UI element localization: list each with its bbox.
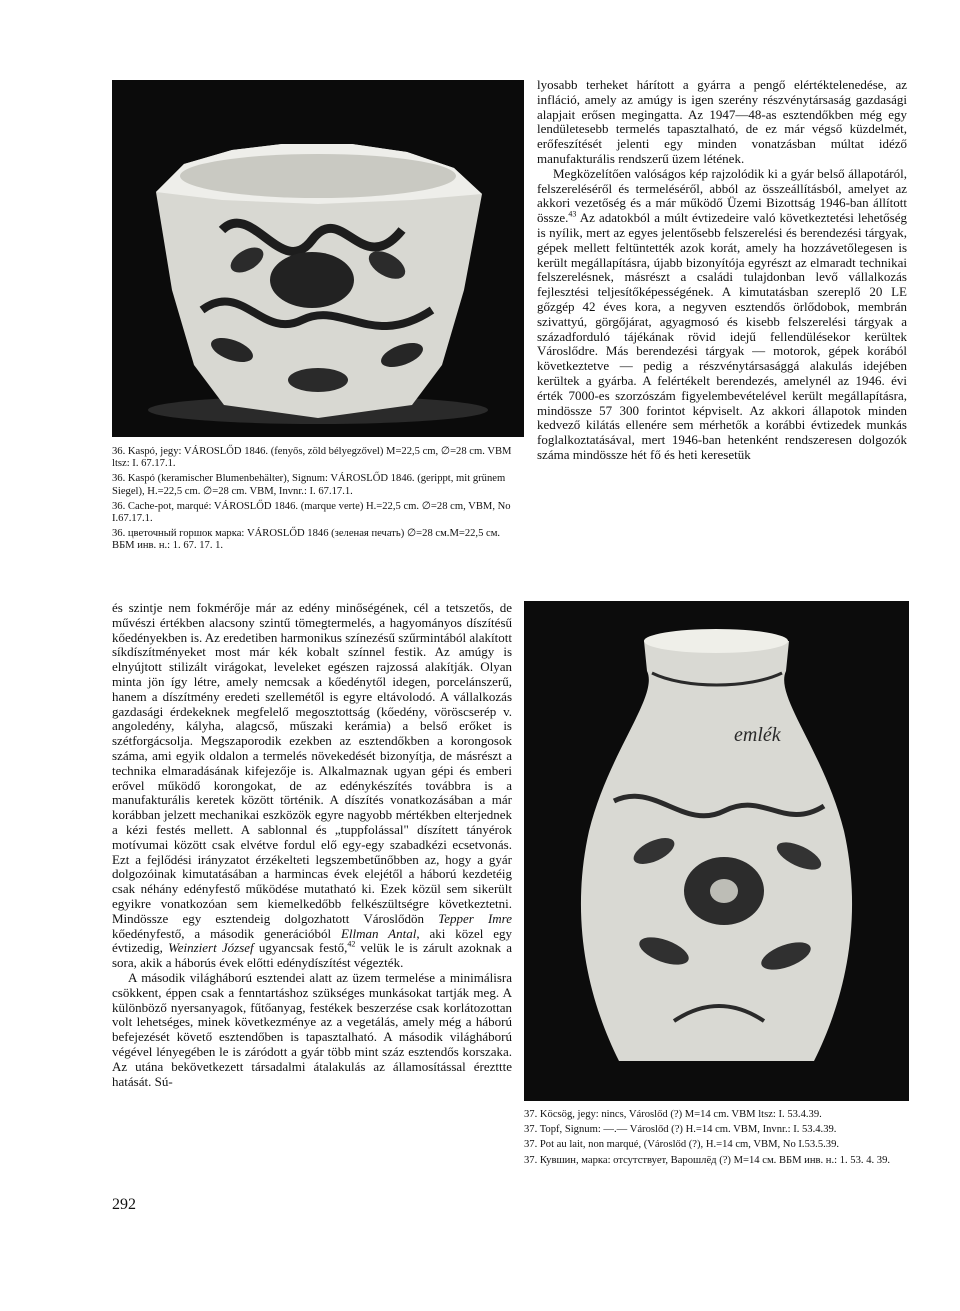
name-ellman-antal: Ellman Antal [340, 925, 417, 941]
footnote-ref-43: 43 [568, 209, 577, 219]
left-text-1: kőedényfestő, a második generációból [112, 925, 341, 941]
left-text-4: velük le is zárult azoknak a sora, akik a háborús évek előtti edénydíszítést végezték. [112, 940, 513, 971]
caption-37-de: 37. Topf, Signum: —.— Városlőd (?) H.=14 cm. VBM, Invnr.: I. 53.4.39. [524, 1124, 837, 1136]
left-paragraph-1-main: és szintje nem fokmérője már az edény minőségének, cél a tetszetős, de művészi értékben alacsony szintű tömegtermelés, a hagyományos díszítésű kőedényekben is. Az eredetiben harmonikus színezésű szűrmintából alakított síkdíszítményeket most már kék kobalt színnel festik. Az amúgy is elnyújtott stilizált virágokat, leveleket egészen rajzossá alakítják. Olyan minta jön így létre, amely nemcsak a kőedénytől idegen, porcelánszerű, hanem a díszítmény eredeti szellemétől is egyre eltávolodó. A vállalkozás gazdasági érdekeknek megfelelő megosztottság (kőedény, vöröscserép v. angoledény, kályha, alagcső, műszaki kerámia) a belső erőket is szétforgácsolja. Megszaporodik ezekben az esztendőkben a korongosok száma, ami egyik oldalon a termelés növekedését bizonyítja, de másrészt a technika elmaradásának kifejezője is. Alkalmaznak ugyan gépi és emberi erővel működő korongokat, de az edénykészítés továbbra is a manufakturális keretek között történik. A díszítés vonatkozásában a már korábban jelzett mechanikai eszközök egyre nagyobb mértékben elterjednek a kézi festés mellett. A sablonnal és „tuppfolással" díszített tányérok motívumai között csak elvétve fordul elő egy-egy szabadkézi ecsetvonás. Ezt a fejlődési irányzatot érzékelteti legszembetűnőbben az, hogy a gyár dolgozóinak kimutatásában a harmincas évek elejétől a háború kezdetéig csak néhány edényfestő működése mutatható ki. Ezek közül sem sikerült egyikre vonatkozóan sem kiemelkedőbb felkészültségre következtetni. Mindössze egy esztendeig dolgozhatott Városlődön [112, 600, 512, 926]
right-paragraph-2-a: Megközelítően valóságos kép rajzolódik ki a gyár belső állapotáról, felszereléséről és termeléséről, abból az összeállításból, amelyet az akkori vezetőség és a már működő Üzemi Bizottság 1946-ban állított össze. [537, 165, 907, 226]
caption-36-hu: 36. Kaspó, jegy: VÁROSLŐD 1846. (fenyős, zöld bélyegzővel) M=22,5 cm, ∅=28 cm. VBM ltsz: I. 67.17.1. [112, 446, 512, 470]
figure-37-photo [524, 601, 909, 1101]
caption-36-de: 36. Kaspó (keramischer Blumenbehälter), Signum: VÁROSLŐD 1846. (gerippt, mit grünem Siegel), H.=22,5 cm. ∅=28 cm. VBM, Invnr.: I. 67.17.1. [112, 473, 506, 497]
left-paragraph-2: A második világháború esztendei alatt az üzem termelése a minimálisra csökkent, éppen csak a fenntartáshoz szükséges munkásokat tartják meg. A különböző nyersanyagok, fűtőanyag, festékek beszerzése csak korlátozottan volt lehetséges, minek következménye az a vegetálás, amely még a háború befejezését követő esztendőben is tapasztalható. A második világháború végével lényegében le is záródott a gyár több mint száz esztendős korszaka. Az utána bekövetkezett társadalmi átalakulás az államosítással érezttte hatását. Sú- [112, 969, 512, 1089]
right-column-text [537, 78, 907, 463]
left-column-text [112, 601, 512, 1089]
footnote-ref-42: 42 [347, 940, 356, 949]
right-paragraph-2-b: Az adatokból a múlt évtizedeire való következtetési lehetőség is nyílik, mert az egyes jelentősebb felszerelési és berendezési tárgyak, gépek mellett feltüntették azok korát, amely ha hozzávetőlegesen is került megállapításra, újabb bizonyítója egyrészt az elmaradt technikai felszerelésnek, másrészt a családi tulajdonban levő vállalkozás fejlesztési teljesítőképességének. A kimutatásban szereplő 20 LE gőzgép 42 éves kora, a negyven esztendős örlődobok, membrán szivattyú, görgőjárat, agyagmosó és kisebb felszerelési tárgyak a századforduló tájékának rövid idejű fellendülésekor kerültek Városlődre. Más berendezési tárgyak — motorok, gépek korából következtetve — pedig a részvénytársasággá alakulás idejében kerültek a gyárba. A felértékelt berendezés, amelynél az 1946. évi érték 7000-es szorzószám figyelembevételével került megállapításra, mindössze 57 300 forintot képviselt. Az akkori állapotok minden kedvező kilátás ellenére sem mérhetők a korábbi évtizedek munkás foglalkoztatásával, mert 1946-ban hetenként rendszeresen dolgozók száma mindössze hét fő és heti keresetük [537, 210, 907, 462]
figure-37-captions [524, 1109, 909, 1170]
name-weinziert-jozsef: Weinziert József [168, 940, 254, 956]
caption-36-ru: 36. цветочный горшок марка: VÁROSLŐD 1846 (зеленая печать) ∅=28 см.М=22,5 см. ВБМ инв. н.: 1. 67. 17. 1. [112, 528, 501, 552]
page-number: 292 [112, 1196, 136, 1213]
jug-inscription: emlék [734, 724, 781, 746]
figure-36-captions [112, 446, 524, 556]
caption-37-hu: 37. Köcsög, jegy: nincs, Városlőd (?) M=14 cm. VBM ltsz: I. 53.4.39. [524, 1109, 822, 1120]
left-text-2: , aki közel egy évtizedig, [112, 925, 512, 956]
name-tepper-imre: Tepper Imre [438, 910, 513, 926]
left-text-3: ugyancsak festő, [253, 940, 348, 956]
figure-36-photo [112, 80, 524, 437]
caption-37-ru: 37. Кувшин, марка: отсутствует, Варошлёд (?) М=14 см. ВБМ инв. н.: 1. 53. 4. 39. [524, 1154, 891, 1166]
right-paragraph-1: lyosabb terheket hárított a gyárra a pengő elértéktelenedése, az infláció, amely az amúgy is igen szerény részvénytársaság gazdasági alapjait erősen megingatta. Az 1947—48-as esztendőkben még egy lendületesebb termelés tapasztalható, de ez már végső küzdelmét, erőfeszítését jelenti egy minden vonatzásban múltat idéző manufakturális rendszerű üzem létének. [537, 77, 907, 166]
caption-37-fr: 37. Pot au lait, non marqué, (Városlőd (?), H.=14 cm, VBM, No I.53.5.39. [524, 1139, 840, 1151]
left-paragraph-1 [112, 601, 512, 971]
right-paragraph-2 [537, 167, 907, 463]
caption-36-fr: 36. Cache-pot, marqué: VÁROSLŐD 1846. (marque verte) H.=22,5 cm. ∅=28 cm, VBM, No I.67.17.1. [112, 500, 511, 525]
